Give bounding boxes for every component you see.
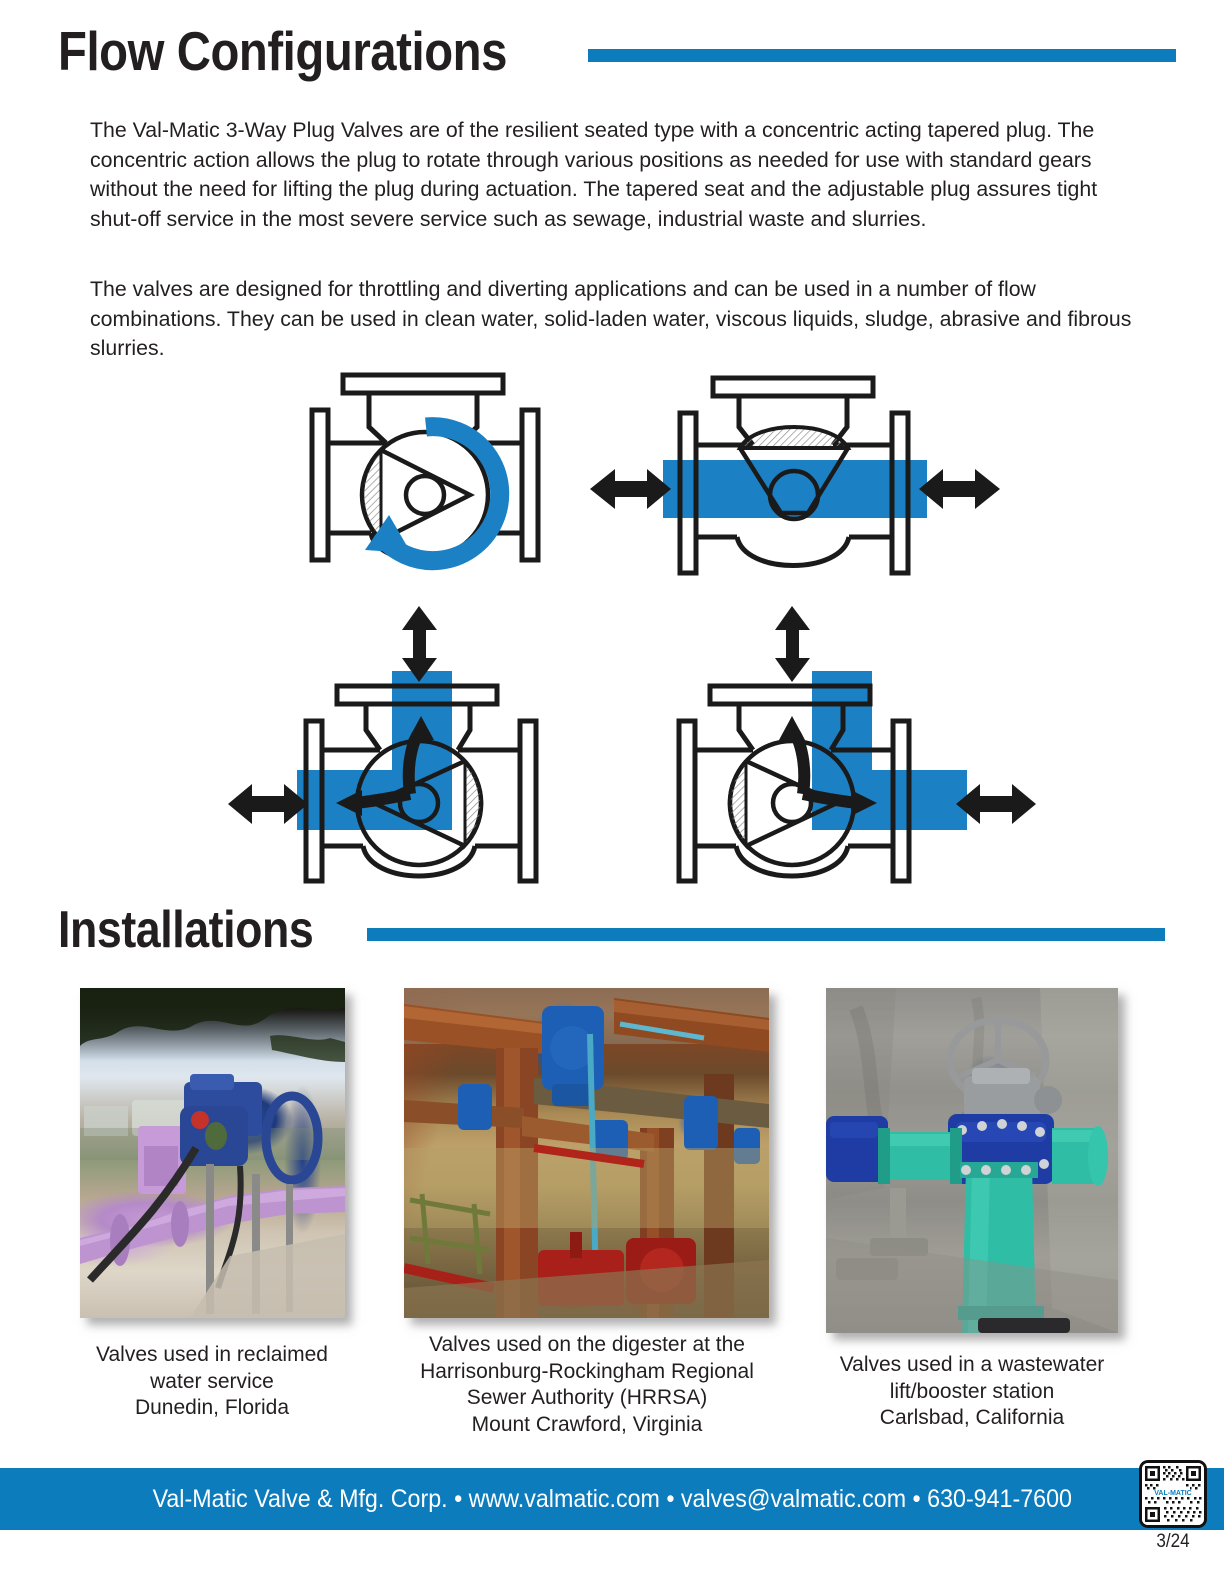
footer-contact-text: Val-Matic Valve & Mfg. Corp. • www.valmatic.com • valves@valmatic.com • 630-941-7600 [152, 1484, 1072, 1513]
photo-hrrsa [404, 988, 769, 1318]
right-double-arrow-icon [919, 469, 1000, 509]
qr-logo-text: VAL-MATIC [1154, 1490, 1192, 1497]
caption-line: Valves used on the digester at the [429, 1333, 745, 1356]
qr-code-svg [1142, 1463, 1204, 1525]
left-double-arrow-icon [590, 469, 671, 509]
intro-paragraph-1: The Val-Matic 3-Way Plug Valves are of the resilient seated type with a concentric acting tapered plug. The concentric action allows the plug to rotate through various positions as needed for use with standard gears without the need for lifting the plug during actuation. The tapered seat and the adjustable plug assures tight shut-off service in the most severe service such as sewage, industrial waste and slurries. [90, 118, 1098, 231]
valve-straight-svg [585, 365, 1005, 585]
photo-carlsbad [826, 988, 1118, 1333]
page-title: Flow Configurations [58, 20, 508, 82]
caption-line: Valves used in reclaimed [96, 1343, 328, 1366]
qr-code-block [1136, 1460, 1210, 1553]
right-double-arrow-icon [956, 784, 1036, 824]
valve-top-right-svg [642, 598, 1042, 890]
photo-overlay [826, 988, 1118, 1333]
caption-line: water service [150, 1369, 274, 1393]
photo-image [404, 988, 769, 1318]
caption-line: Mount Crawford, Virginia [471, 1412, 703, 1436]
photo-dunedin [80, 988, 345, 1318]
flow-configuration-diagrams [0, 360, 1224, 890]
photo-caption-hrrsa [390, 1332, 784, 1438]
caption-line: Dunedin, Florida [134, 1396, 290, 1419]
plug-rotation-diagram [285, 365, 585, 590]
flow-configurations-heading [58, 22, 1176, 80]
valve-rotation-svg [285, 365, 585, 585]
straight-through-flow-diagram [585, 365, 1005, 590]
caption-line: Sewer Authority (HRRSA) [466, 1386, 708, 1409]
heading-rule [588, 49, 1176, 62]
photo-caption-carlsbad [816, 1352, 1128, 1432]
top-to-right-flow-diagram [642, 598, 1042, 895]
intro-paragraph-2: The valves are designed for throttling and diverting applications and can be used in a number of flow combinations. They can be used in clean water, solid-laden water, viscous liquids, sludge, abrasive and fibrous slurries. [90, 277, 1132, 361]
photo-overlay [404, 988, 769, 1318]
installations-heading [58, 902, 1165, 958]
caption-line: Valves used in a wastewater [839, 1353, 1105, 1376]
top-double-arrow-icon [402, 606, 437, 682]
valve-top-left-svg [222, 598, 622, 890]
caption-line: Harrisonburg-Rockingham Regional [420, 1359, 754, 1383]
photo-caption-dunedin [62, 1342, 362, 1422]
qr-code-icon[interactable] [1139, 1460, 1207, 1528]
caption-line: Carlsbad, California [879, 1406, 1065, 1429]
footer-bar [0, 1468, 1224, 1530]
top-double-arrow-icon [775, 606, 810, 682]
photo-overlay [80, 988, 345, 1318]
page-number: 3/24 [1156, 1531, 1190, 1552]
caption-line: lift/booster station [889, 1379, 1055, 1403]
top-to-left-flow-diagram [222, 598, 622, 895]
left-double-arrow-icon [228, 784, 308, 824]
photo-image [826, 988, 1118, 1333]
photo-image [80, 988, 345, 1318]
heading-rule [367, 928, 1165, 941]
installations-title: Installations [58, 901, 314, 959]
flow-band [663, 460, 927, 518]
